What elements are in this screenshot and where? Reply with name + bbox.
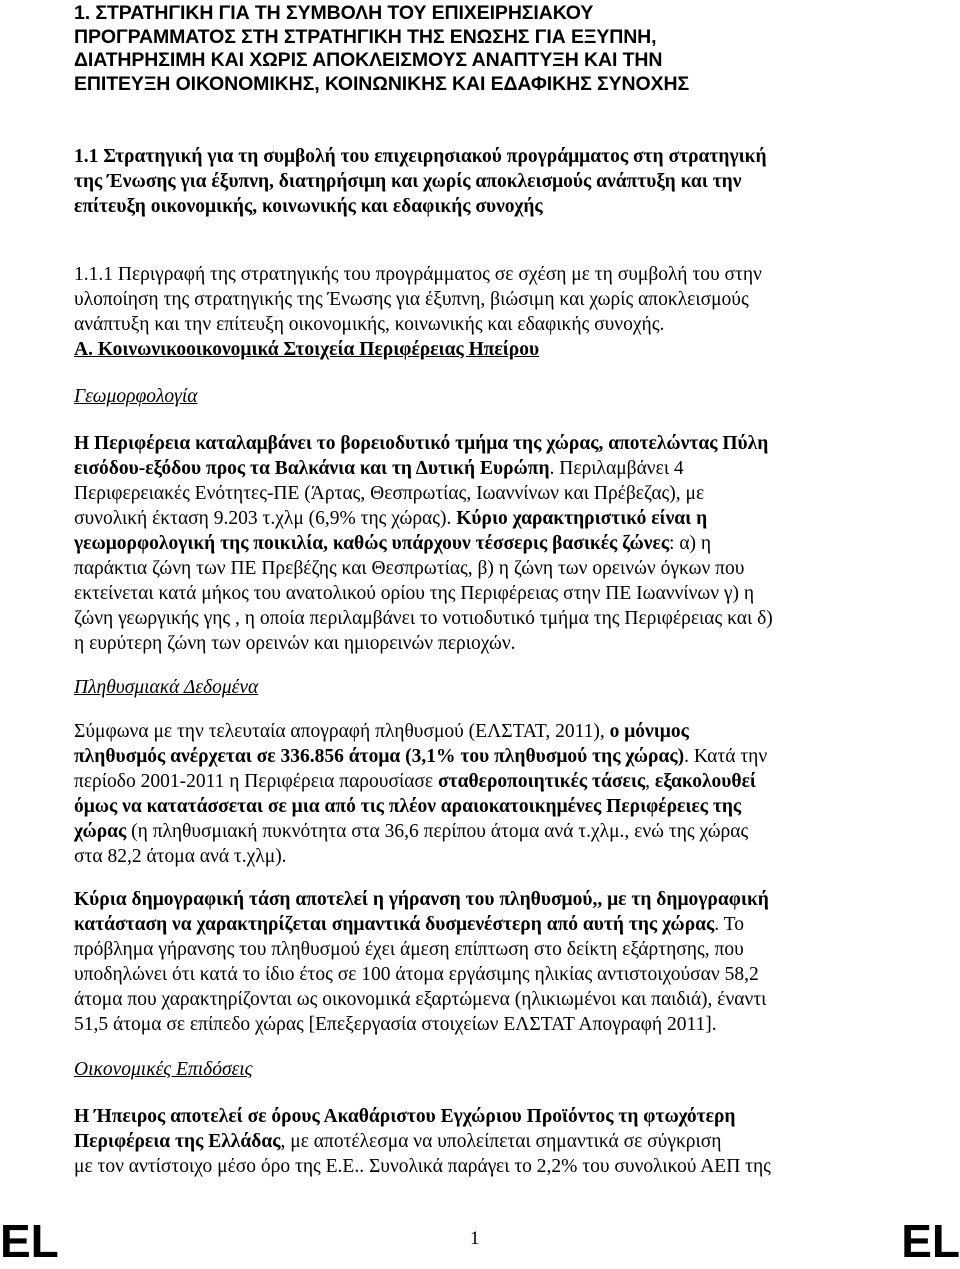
section-heading-line: 1.1 Στρατηγική για τη συμβολή του επιχειρησιακού προγράμματος στη στρατηγική	[74, 146, 767, 167]
population-paragraph	[74, 719, 864, 869]
text-line: περίοδο 2001-2011 η Περιφέρεια παρουσίασε σταθεροποιητικές τάσεις, εξακολουθεί	[74, 771, 756, 792]
text-line: γεωμορφολογική της ποικιλία, καθώς υπάρχουν τέσσερις βασικές ζώνες: α) η	[74, 533, 712, 554]
text-line: με τον αντίστοιχο μέσο όρο της Ε.Ε.. Συνολικά παράγει το 2,2% του συνολικού ΑΕΠ της	[74, 1156, 771, 1177]
population-title: Πληθυσμιακά Δεδομένα	[74, 677, 259, 698]
demographic-paragraph	[74, 887, 864, 1037]
text-line: 1.1.1 Περιγραφή της στρατηγικής του προγράμματος σε σχέση με τη συμβολή του στην	[74, 264, 762, 285]
geomorphology-title: Γεωμορφολογία	[74, 386, 198, 407]
text-line: η ευρύτερη ζώνη των ορεινών και ημιορεινών περιοχών.	[74, 633, 516, 654]
section-heading-1-1	[74, 144, 934, 219]
section-heading-line: επίτευξη οικονομικής, κοινωνικής και εδαφικής συνοχής	[74, 196, 543, 217]
text-line: κατάσταση να χαρακτηρίζεται σημαντικά δυσμενέστερη από αυτή της χώρας. Το	[74, 914, 744, 935]
text-line: Σύμφωνα με την τελευταία απογραφή πληθυσμού (ΕΛΣΤΑΤ, 2011), ο μόνιμος	[74, 721, 689, 742]
text-line: παράκτια ζώνη των ΠΕ Πρεβέζης και Θεσπρωτίας, β) η ζώνη των ορεινών όγκων που	[74, 558, 745, 579]
main-heading-line: ΕΠΙΤΕΥΞΗ ΟΙΚΟΝΟΜΙΚΗΣ, ΚΟΙΝΩΝΙΚΗΣ ΚΑΙ ΕΔΑΦΙΚΗΣ ΣΥΝΟΧΗΣ	[74, 72, 690, 95]
geomorphology-paragraph	[74, 431, 864, 656]
text-line: ανάπτυξη και την επίτευξη οικονομικής, κοινωνικής και εδαφικής συνοχής.	[74, 314, 665, 335]
section-1-1-1-paragraph	[74, 262, 864, 362]
text-line: άτομα που χαρακτηρίζονται ως οικονομικά εξαρτώμενα (ηλικιωμένοι και παιδιά), έναντι	[74, 989, 767, 1010]
part-a-heading: Α. Κοινωνικοοικονομικά Στοιχεία Περιφέρειας Ηπείρου	[74, 339, 540, 360]
text-line: Περιφερειακές Ενότητες-ΠΕ (Άρτας, Θεσπρωτίας, Ιωαννίνων και Πρέβεζας), με	[74, 483, 705, 504]
text-line: υποδηλώνει ότι κατά το ίδιο έτος σε 100 άτομα εργάσιμης ηλικίας αντιστοιχούσαν 58,2	[74, 964, 759, 985]
text-line: χώρας (η πληθυσμιακή πυκνότητα στα 36,6 περίπου άτομα ανά τ.χλμ., ενώ της χώρας	[74, 821, 749, 842]
text-line: υλοποίηση της στρατηγικής της Ένωσης για έξυπνη, βιώσιμη και χωρίς αποκλεισμούς	[74, 289, 749, 310]
text-line: ζώνη γεωργικής γης , η οποία περιλαμβάνει το νοτιοδυτικό τμήμα της Περιφέρειας και δ)	[74, 608, 773, 629]
text-line: εισόδου-εξόδου προς τα Βαλκάνια και τη Δυτική Ευρώπη. Περιλαμβάνει 4	[74, 458, 684, 479]
text-line: στα 82,2 άτομα ανά τ.χλμ).	[74, 846, 287, 867]
text-line: 51,5 άτομα σε επίπεδο χώρας [Επεξεργασία στοιχείων ΕΛΣΤΑΤ Απογραφή 2011].	[74, 1014, 717, 1035]
text-line: συνολική έκταση 9.203 τ.χλμ (6,9% της χώρας). Κύριο χαρακτηριστικό είναι η	[74, 508, 708, 529]
economy-title: Οικονομικές Επιδόσεις	[74, 1059, 253, 1080]
language-code-left: EL	[0, 1215, 59, 1267]
text-line: πληθυσμός ανέρχεται σε 336.856 άτομα (3,1% του πληθυσμού της χώρας). Κατά την	[74, 746, 768, 767]
text-line: Η Ήπειρος αποτελεί σε όρους Ακαθάριστου Εγχώριου Προϊόντος τη φτωχότερη	[74, 1106, 736, 1127]
text-line: Η Περιφέρεια καταλαμβάνει το βορειοδυτικό τμήμα της χώρας, αποτελώντας Πύλη	[74, 433, 769, 454]
section-heading-line: της Ένωσης για έξυπνη, διατηρήσιμη και χωρίς αποκλεισμούς ανάπτυξη και την	[74, 171, 742, 192]
language-code-right: EL	[901, 1215, 960, 1267]
main-heading-line: 1. ΣΤΡΑΤΗΓΙΚΗ ΓΙΑ ΤΗ ΣΥΜΒΟΛΗ ΤΟΥ ΕΠΙΧΕΙΡΗΣΙΑΚΟΥ	[74, 2, 594, 24]
main-heading-line: ΠΡΟΓΡΑΜΜΑΤΟΣ ΣΤΗ ΣΤΡΑΤΗΓΙΚΗ ΤΗΣ ΕΝΩΣΗΣ ΓΙΑ ΕΞΥΠΝΗ,	[74, 25, 657, 48]
text-line: πρόβλημα γήρανσης του πληθυσμού έχει άμεση επίπτωση στο δείκτη εξάρτησης, που	[74, 939, 744, 960]
economy-paragraph	[74, 1104, 864, 1179]
page-number: 1	[470, 1228, 480, 1249]
main-heading	[74, 2, 934, 96]
text-line: Περιφέρεια της Ελλάδας, με αποτέλεσμα να υπολείπεται σημαντικά σε σύγκριση	[74, 1131, 722, 1152]
main-heading-line: ΔΙΑΤΗΡΗΣΙΜΗ ΚΑΙ ΧΩΡΙΣ ΑΠΟΚΛΕΙΣΜΟΥΣ ΑΝΑΠΤΥΞΗ ΚΑΙ ΤΗΝ	[74, 49, 663, 71]
text-line: Κύρια δημογραφική τάση αποτελεί η γήρανση του πληθυσμού,, με τη δημογραφική	[74, 889, 769, 910]
text-line: όμως να κατατάσσεται σε μια από τις πλέον αραιοκατοικημένες Περιφέρειες της	[74, 796, 742, 817]
text-line: εκτείνεται κατά μήκος του ανατολικού ορίου της Περιφέρειας στην ΠΕ Ιωαννίνων γ) η	[74, 583, 755, 604]
